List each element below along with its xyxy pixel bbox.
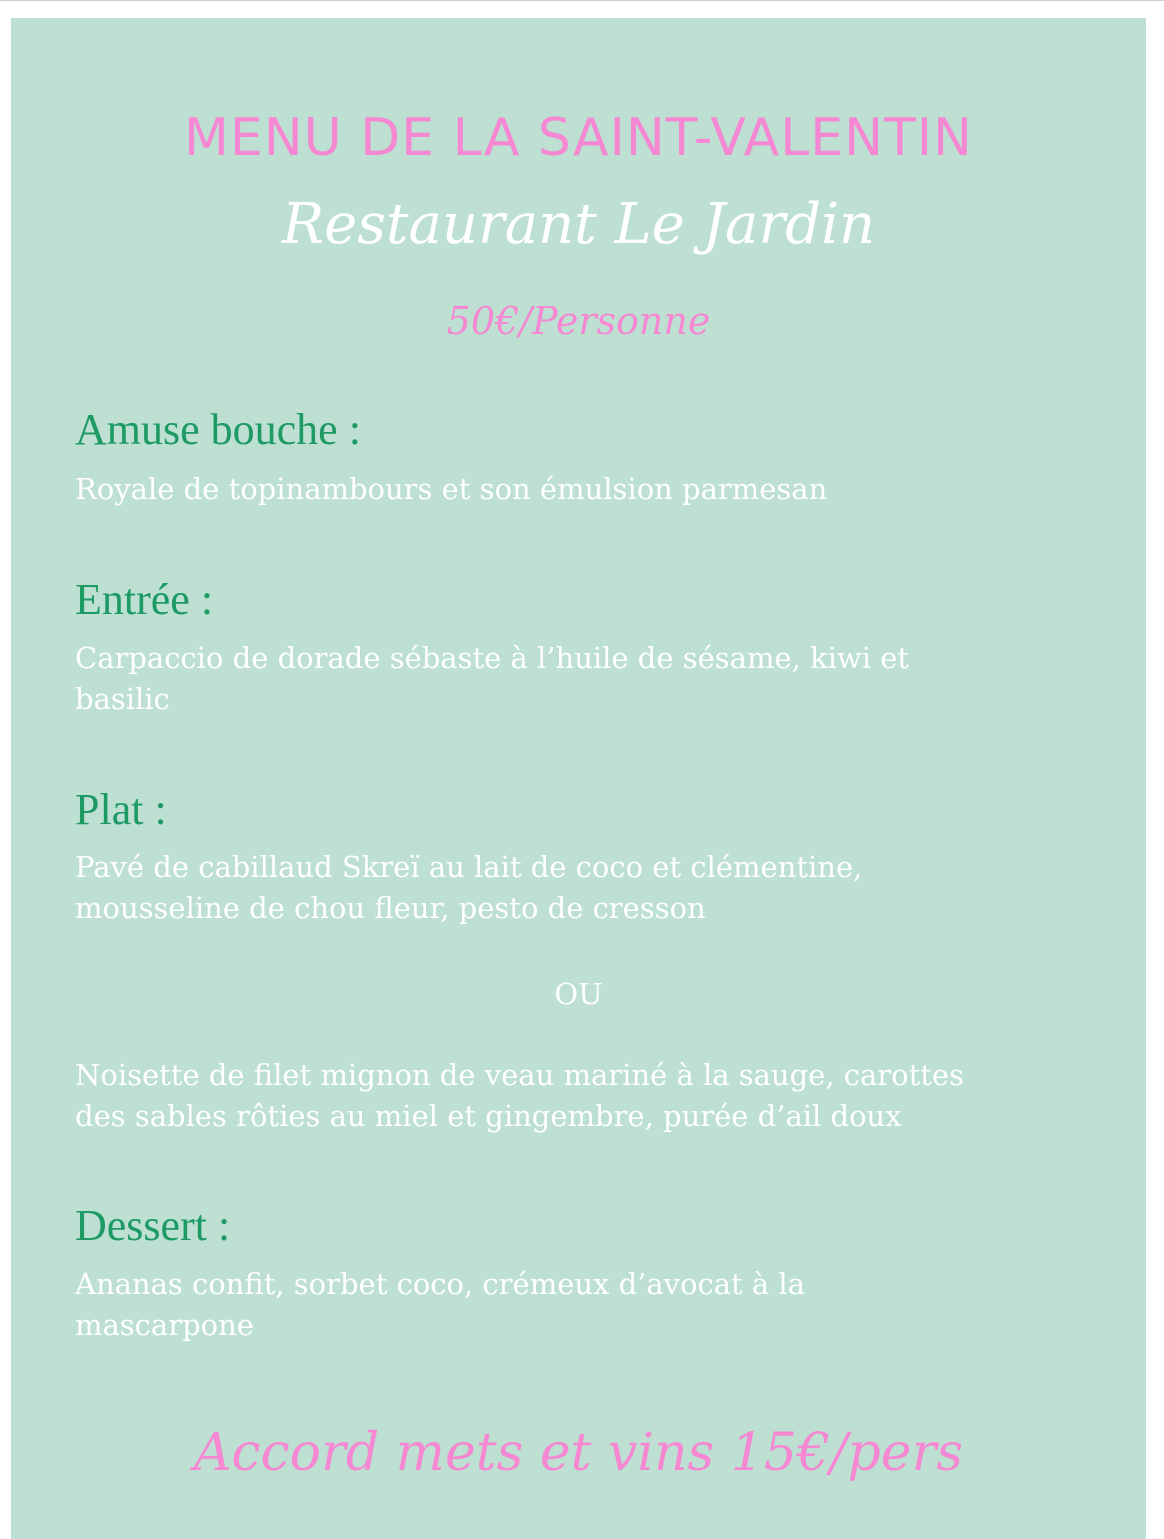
description-line: mascarpone xyxy=(75,1308,254,1342)
dessert-description xyxy=(75,1264,1105,1346)
section-heading-dessert: Dessert : xyxy=(75,1201,231,1250)
section-heading-amuse-bouche: Amuse bouche : xyxy=(75,405,361,454)
menu-page xyxy=(11,18,1146,1539)
section-heading-plat: Plat : xyxy=(75,785,167,834)
entree-description xyxy=(75,638,1105,720)
price-per-person: 50€/Personne xyxy=(446,299,711,343)
plat-option-1-description xyxy=(75,847,1105,929)
top-border-line xyxy=(0,0,1164,1)
plat-or-separator: OU xyxy=(554,977,603,1011)
description-line: Noisette de filet mignon de veau mariné à la sauge, carottes xyxy=(75,1058,964,1092)
amuse-bouche-description xyxy=(75,469,1105,510)
description-line: des sables rôties au miel et gingembre, purée d’ail doux xyxy=(75,1099,902,1133)
menu-title: MENU DE LA SAINT-VALENTIN xyxy=(184,108,973,168)
description-line: Royale de topinambours et son émulsion parmesan xyxy=(75,472,828,506)
section-heading-entree: Entrée : xyxy=(75,575,214,624)
description-line: basilic xyxy=(75,682,170,716)
restaurant-name: Restaurant Le Jardin xyxy=(281,192,876,257)
wine-pairing-offer: Accord mets et vins 15€/pers xyxy=(193,1423,964,1483)
description-line: Pavé de cabillaud Skreï au lait de coco et clémentine, xyxy=(75,850,863,884)
description-line: mousseline de chou fleur, pesto de cresson xyxy=(75,891,706,925)
description-line: Ananas confit, sorbet coco, crémeux d’avocat à la xyxy=(75,1267,805,1301)
plat-option-2-description xyxy=(75,1055,1105,1137)
description-line: Carpaccio de dorade sébaste à l’huile de sésame, kiwi et xyxy=(75,641,910,675)
